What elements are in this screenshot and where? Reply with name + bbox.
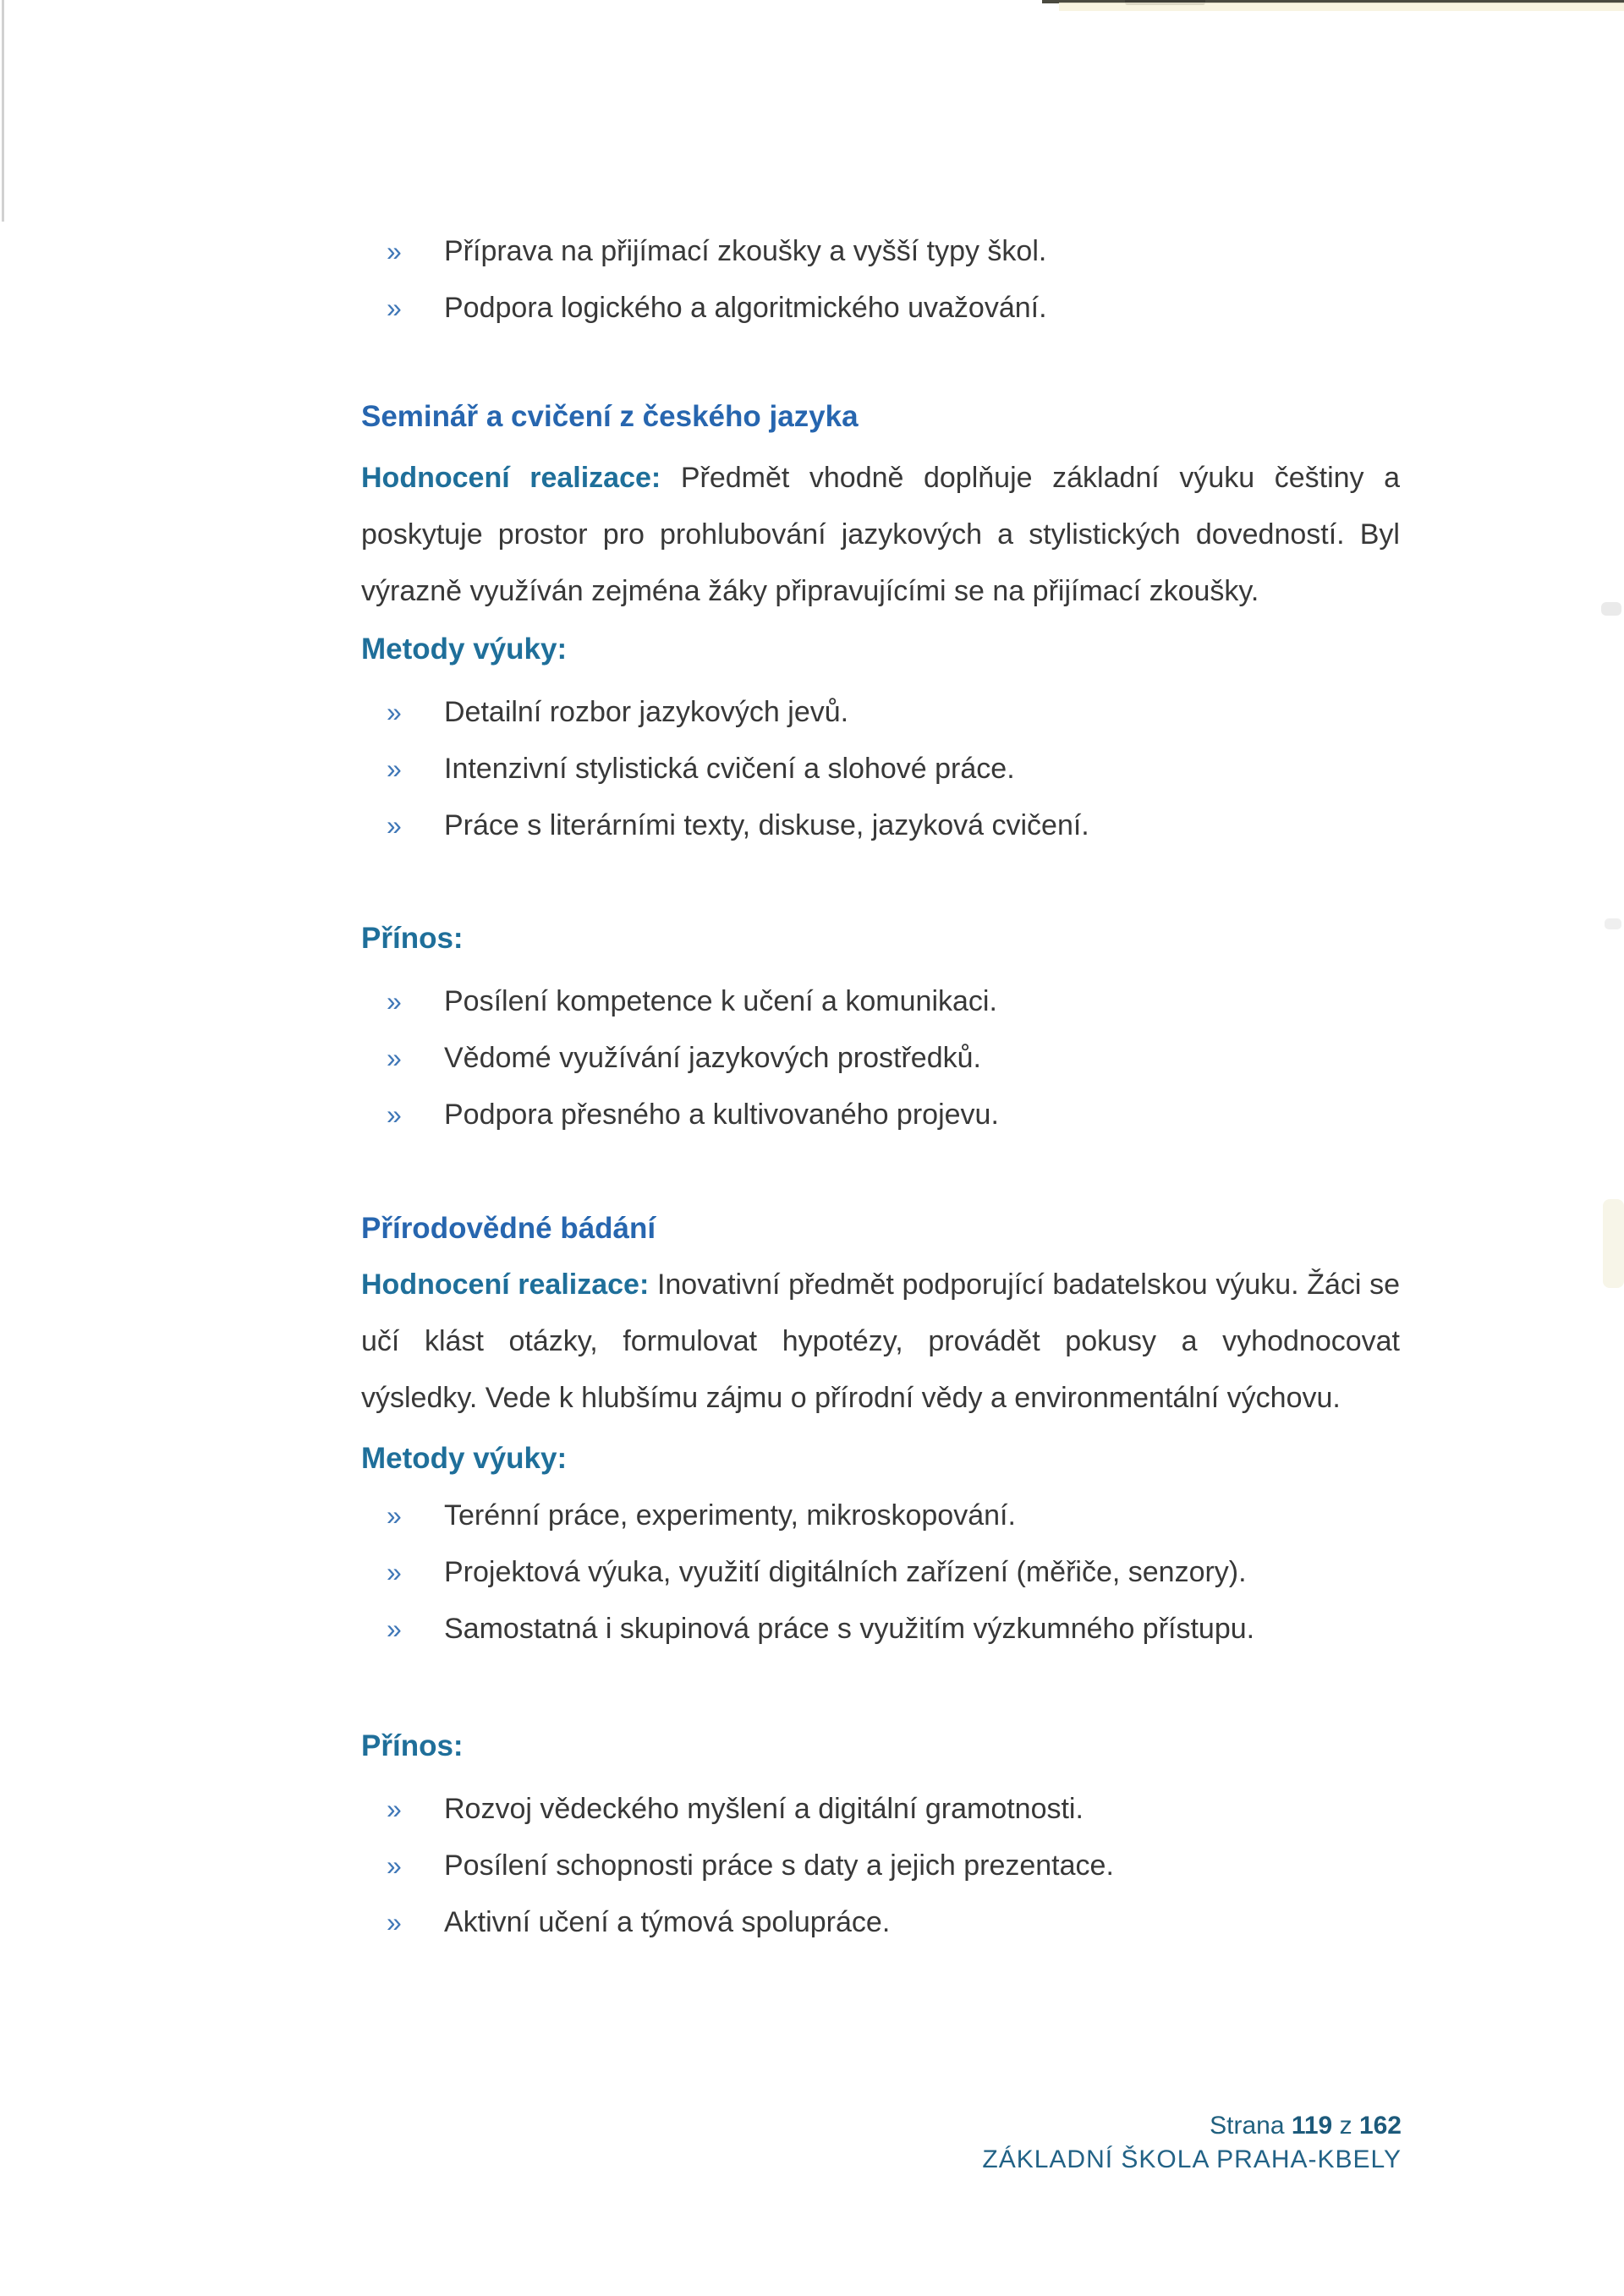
list-item xyxy=(361,1838,1400,1894)
bullet-text: Podpora logického a algoritmického uvažování. xyxy=(444,292,1047,324)
list-item xyxy=(361,1894,1400,1951)
methods-label: Metody výuky: xyxy=(361,633,568,666)
bullet-text: Rozvoj vědeckého myšlení a digitální gramotnosti. xyxy=(444,1793,1084,1825)
page-total: 162 xyxy=(1358,2112,1402,2140)
list-item xyxy=(361,280,1400,337)
scan-artifact-top-cream-strip xyxy=(1059,3,1624,11)
page-word: Strana xyxy=(1210,2112,1285,2140)
intro-bullet-list xyxy=(361,223,1400,337)
bullet-text: Terénní práce, experimenty, mikroskopování. xyxy=(444,1499,1016,1532)
list-item xyxy=(361,1087,1400,1143)
paragraph-line xyxy=(361,1257,1400,1313)
page-number: 119 xyxy=(1291,2112,1333,2140)
list-item xyxy=(361,797,1400,854)
list-item xyxy=(361,223,1400,280)
bullet-text: Práce s literárními texty, diskuse, jazyková cvičení. xyxy=(444,809,1089,841)
bullet-text: Posílení kompetence k učení a komunikaci. xyxy=(444,985,997,1017)
bullet-text: Příprava na přijímací zkoušky a vyšší typy škol. xyxy=(444,235,1047,267)
benefit-label: Přínos: xyxy=(361,922,464,955)
bullet-text: Posílení schopnosti práce s daty a jejich prezentace. xyxy=(444,1849,1114,1882)
paragraph-text: Předmět vhodně doplňuje základní výuku češtiny a xyxy=(680,462,1401,494)
methods-bullet-list xyxy=(361,1488,1400,1658)
list-item xyxy=(361,1488,1400,1544)
bullet-marker-icon: » xyxy=(387,236,402,266)
paragraph-line: výrazně využíván zejména žáky připravujícími se na přijímací zkoušky. xyxy=(361,575,1259,607)
bullet-text: Projektová výuka, využití digitálních zařízení (měřiče, senzory). xyxy=(444,1556,1247,1588)
page-number-line xyxy=(982,2109,1402,2143)
bullet-marker-icon: » xyxy=(387,1614,402,1644)
list-item xyxy=(361,1544,1400,1601)
scan-artifact-smudge xyxy=(1605,918,1621,929)
list-item xyxy=(361,684,1400,741)
benefit-bullet-list xyxy=(361,973,1400,1143)
paragraph-text: Inovativní předmět podporující badatelskou výuku. Žáci se xyxy=(656,1269,1400,1301)
bullet-text: Detailní rozbor jazykových jevů. xyxy=(444,696,849,728)
list-item xyxy=(361,1030,1400,1087)
scan-artifact-smudge xyxy=(1603,1199,1624,1288)
bullet-marker-icon: » xyxy=(387,986,402,1016)
list-item xyxy=(361,1781,1400,1838)
scan-artifact-smudge xyxy=(1601,602,1621,616)
bullet-marker-icon: » xyxy=(387,810,402,841)
school-name: ZÁKLADNÍ ŠKOLA PRAHA-KBELY xyxy=(982,2145,1402,2173)
bullet-marker-icon: » xyxy=(387,1500,402,1531)
evaluation-paragraph xyxy=(361,450,1400,620)
paragraph-line xyxy=(361,450,1400,507)
paragraph-line: poskytuje prostor pro prohlubování jazykových a stylistických dovedností. Byl xyxy=(361,518,1400,551)
methods-bullet-list xyxy=(361,684,1400,854)
bullet-marker-icon: » xyxy=(387,1850,402,1881)
page-footer xyxy=(982,2109,1402,2177)
evaluation-paragraph xyxy=(361,1257,1400,1427)
bullet-text: Vědomé využívání jazykových prostředků. xyxy=(444,1042,981,1074)
of-word: z xyxy=(1339,2112,1352,2140)
list-item xyxy=(361,741,1400,797)
bullet-text: Podpora přesného a kultivovaného projevu. xyxy=(444,1099,999,1131)
bullet-text: Aktivní učení a týmová spolupráce. xyxy=(444,1906,891,1938)
bullet-text: Samostatná i skupinová práce s využitím výzkumného přístupu. xyxy=(444,1613,1255,1645)
evaluation-label: Hodnocení realizace: xyxy=(361,1269,650,1301)
evaluation-label: Hodnocení realizace: xyxy=(361,462,661,494)
section-title: Seminář a cvičení z českého jazyka xyxy=(361,400,859,433)
bullet-marker-icon: » xyxy=(387,697,402,727)
list-item xyxy=(361,973,1400,1030)
bullet-marker-icon: » xyxy=(387,753,402,784)
benefit-bullet-list xyxy=(361,1781,1400,1951)
bullet-marker-icon: » xyxy=(387,1907,402,1937)
bullet-marker-icon: » xyxy=(387,1557,402,1587)
bullet-marker-icon: » xyxy=(387,1043,402,1073)
paragraph-line: výsledky. Vede k hlubšímu zájmu o přírodní vědy a environmentální výchovu. xyxy=(361,1382,1341,1414)
paragraph-line: učí klást otázky, formulovat hypotézy, provádět pokusy a vyhodnocovat xyxy=(361,1325,1400,1357)
scan-artifact-left-edge-line xyxy=(2,0,4,222)
list-item xyxy=(361,1601,1400,1658)
bullet-marker-icon: » xyxy=(387,293,402,323)
benefit-label: Přínos: xyxy=(361,1729,464,1762)
bullet-marker-icon: » xyxy=(387,1794,402,1824)
bullet-marker-icon: » xyxy=(387,1099,402,1130)
section-title: Přírodovědné bádání xyxy=(361,1212,656,1245)
methods-label: Metody výuky: xyxy=(361,1442,568,1475)
bullet-text: Intenzivní stylistická cvičení a slohové práce. xyxy=(444,753,1015,785)
